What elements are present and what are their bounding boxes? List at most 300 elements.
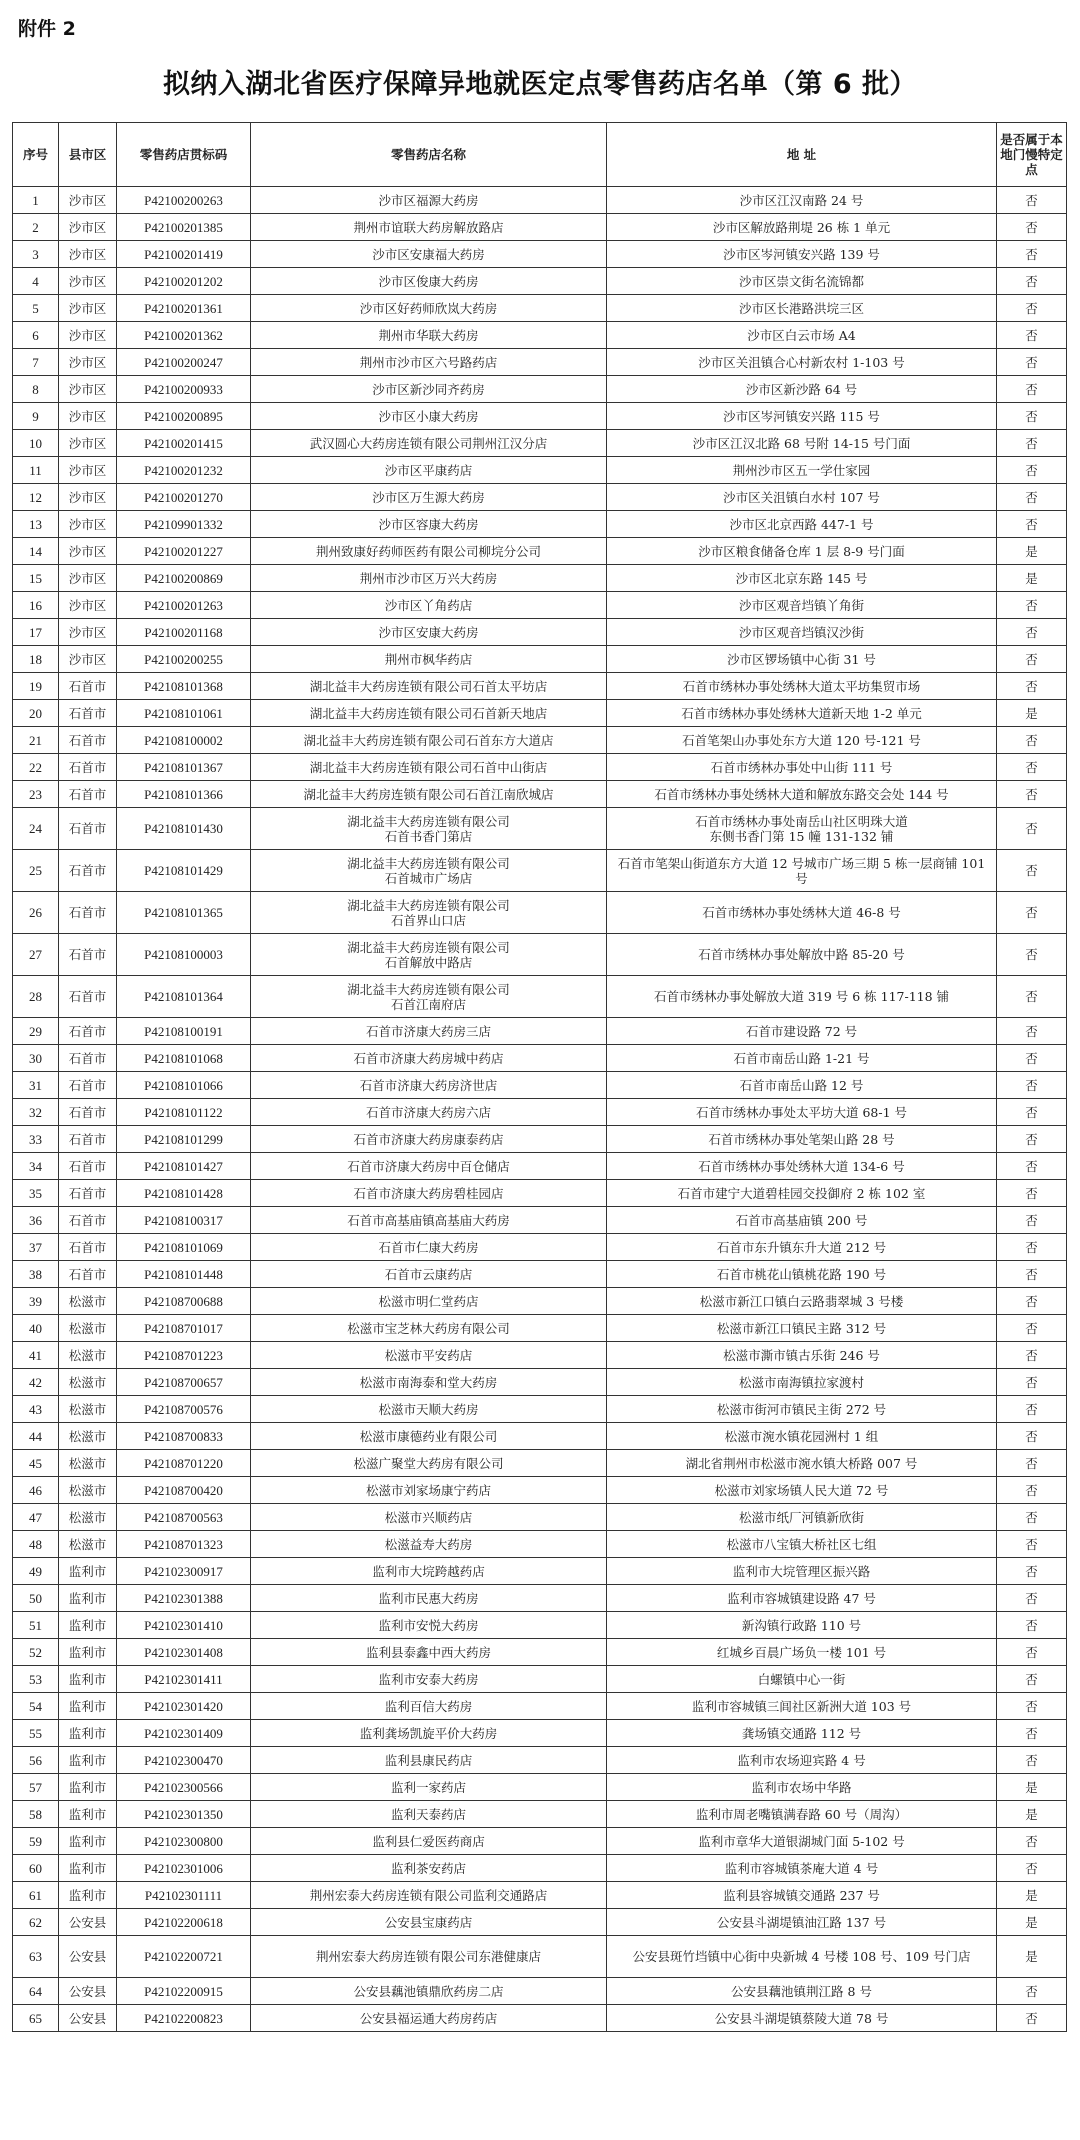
cell-no: 30 — [13, 1045, 59, 1072]
cell-name: 松滋市南海泰和堂大药房 — [251, 1369, 607, 1396]
cell-address: 松滋市涴水镇花园洲村 1 组 — [607, 1423, 997, 1450]
cell-special: 否 — [997, 1099, 1067, 1126]
cell-district: 石首市 — [59, 1180, 117, 1207]
cell-code: P42102300800 — [117, 1828, 251, 1855]
cell-code: P42102301408 — [117, 1639, 251, 1666]
cell-special: 否 — [997, 1261, 1067, 1288]
cell-no: 54 — [13, 1693, 59, 1720]
cell-name: 沙市区安康福大药房 — [251, 241, 607, 268]
cell-name: 监利一家药店 — [251, 1774, 607, 1801]
cell-no: 12 — [13, 484, 59, 511]
cell-code: P42100200869 — [117, 565, 251, 592]
cell-name: 监利市安悦大药房 — [251, 1612, 607, 1639]
table-row — [13, 1477, 1067, 1504]
cell-name: 监利天泰药店 — [251, 1801, 607, 1828]
cell-name: 石首市仁康大药房 — [251, 1234, 607, 1261]
cell-name: 湖北益丰大药房连锁有限公司石首江南欣城店 — [251, 781, 607, 808]
cell-special: 否 — [997, 457, 1067, 484]
cell-district: 监利市 — [59, 1774, 117, 1801]
cell-no: 28 — [13, 976, 59, 1018]
cell-special: 是 — [997, 1882, 1067, 1909]
table-row — [13, 1045, 1067, 1072]
cell-name: 沙市区好药师欣岚大药房 — [251, 295, 607, 322]
cell-name: 公安县藕池镇鼎欣药房二店 — [251, 1978, 607, 2005]
cell-code: P42102301410 — [117, 1612, 251, 1639]
cell-district: 松滋市 — [59, 1369, 117, 1396]
cell-code: P42108101428 — [117, 1180, 251, 1207]
table-row — [13, 1180, 1067, 1207]
cell-district: 松滋市 — [59, 1288, 117, 1315]
cell-code: P42108101365 — [117, 892, 251, 934]
table-row — [13, 850, 1067, 892]
cell-code: P42100201263 — [117, 592, 251, 619]
cell-district: 公安县 — [59, 2005, 117, 2032]
table-row — [13, 1978, 1067, 2005]
cell-address: 公安县斗湖堤镇油江路 137 号 — [607, 1909, 997, 1936]
cell-address: 监利市容城镇三闾社区新洲大道 103 号 — [607, 1693, 997, 1720]
cell-address: 石首市高基庙镇 200 号 — [607, 1207, 997, 1234]
cell-name: 石首市济康大药房三店 — [251, 1018, 607, 1045]
cell-address: 石首市绣林办事处解放大道 319 号 6 栋 117-118 铺 — [607, 976, 997, 1018]
cell-name: 沙市区安康大药房 — [251, 619, 607, 646]
table-row — [13, 187, 1067, 214]
table-row — [13, 538, 1067, 565]
cell-code: P42108100317 — [117, 1207, 251, 1234]
cell-no: 16 — [13, 592, 59, 619]
cell-district: 监利市 — [59, 1558, 117, 1585]
cell-special: 否 — [997, 214, 1067, 241]
cell-district: 监利市 — [59, 1720, 117, 1747]
cell-special: 否 — [997, 322, 1067, 349]
cell-no: 41 — [13, 1342, 59, 1369]
cell-special: 否 — [997, 268, 1067, 295]
cell-address: 石首市绣林办事处绣林大道 134-6 号 — [607, 1153, 997, 1180]
cell-name: 武汉圆心大药房连锁有限公司荆州江汉分店 — [251, 430, 607, 457]
cell-district: 沙市区 — [59, 646, 117, 673]
cell-name: 石首市济康大药房城中药店 — [251, 1045, 607, 1072]
table-row — [13, 646, 1067, 673]
table-row — [13, 1423, 1067, 1450]
cell-district: 石首市 — [59, 727, 117, 754]
cell-name: 监利龚场凯旋平价大药房 — [251, 1720, 607, 1747]
table-row — [13, 1801, 1067, 1828]
cell-district: 石首市 — [59, 1045, 117, 1072]
cell-name: 公安县宝康药店 — [251, 1909, 607, 1936]
cell-no: 23 — [13, 781, 59, 808]
cell-no: 20 — [13, 700, 59, 727]
cell-district: 沙市区 — [59, 241, 117, 268]
cell-code: P42108701017 — [117, 1315, 251, 1342]
cell-address: 新沟镇行政路 110 号 — [607, 1612, 997, 1639]
cell-name: 松滋市兴顺药店 — [251, 1504, 607, 1531]
cell-name: 湖北益丰大药房连锁有限公司 石首解放中路店 — [251, 934, 607, 976]
cell-no: 62 — [13, 1909, 59, 1936]
cell-district: 石首市 — [59, 781, 117, 808]
cell-name: 监利县康民药店 — [251, 1747, 607, 1774]
cell-code: P42108101299 — [117, 1126, 251, 1153]
cell-code: P42108700420 — [117, 1477, 251, 1504]
cell-no: 57 — [13, 1774, 59, 1801]
cell-district: 石首市 — [59, 808, 117, 850]
cell-no: 58 — [13, 1801, 59, 1828]
cell-address: 石首市桃花山镇桃花路 190 号 — [607, 1261, 997, 1288]
cell-no: 19 — [13, 673, 59, 700]
cell-district: 监利市 — [59, 1882, 117, 1909]
cell-no: 29 — [13, 1018, 59, 1045]
cell-district: 监利市 — [59, 1639, 117, 1666]
table-row — [13, 1585, 1067, 1612]
header-address: 地 址 — [607, 123, 997, 187]
cell-address: 松滋市街河市镇民主街 272 号 — [607, 1396, 997, 1423]
cell-address: 监利市章华大道银湖城门面 5-102 号 — [607, 1828, 997, 1855]
cell-special: 否 — [997, 1639, 1067, 1666]
cell-name: 松滋市宝芝林大药房有限公司 — [251, 1315, 607, 1342]
cell-district: 石首市 — [59, 1234, 117, 1261]
cell-special: 否 — [997, 241, 1067, 268]
cell-no: 1 — [13, 187, 59, 214]
attachment-label: 附件 2 — [18, 18, 76, 40]
cell-name: 监利市安泰大药房 — [251, 1666, 607, 1693]
cell-code: P42109901332 — [117, 511, 251, 538]
cell-district: 沙市区 — [59, 268, 117, 295]
cell-special: 否 — [997, 1747, 1067, 1774]
header-code: 零售药店贯标码 — [117, 123, 251, 187]
cell-district: 沙市区 — [59, 376, 117, 403]
cell-name: 监利百信大药房 — [251, 1693, 607, 1720]
table-row — [13, 1261, 1067, 1288]
cell-district: 石首市 — [59, 892, 117, 934]
cell-address: 石首市绣林办事处太平坊大道 68-1 号 — [607, 1099, 997, 1126]
cell-district: 石首市 — [59, 673, 117, 700]
cell-special: 否 — [997, 1153, 1067, 1180]
table-row — [13, 2005, 1067, 2032]
table-header-row — [13, 123, 1067, 187]
cell-address: 石首市绣林办事处绣林大道新天地 1-2 单元 — [607, 700, 997, 727]
cell-no: 11 — [13, 457, 59, 484]
table-row — [13, 1396, 1067, 1423]
cell-special: 否 — [997, 1720, 1067, 1747]
cell-address: 石首市东升镇东升大道 212 号 — [607, 1234, 997, 1261]
cell-district: 监利市 — [59, 1612, 117, 1639]
cell-code: P42102301409 — [117, 1720, 251, 1747]
table-row — [13, 1909, 1067, 1936]
cell-special: 否 — [997, 1855, 1067, 1882]
cell-address: 监利市大垸管理区振兴路 — [607, 1558, 997, 1585]
cell-district: 石首市 — [59, 1126, 117, 1153]
cell-name: 石首市云康药店 — [251, 1261, 607, 1288]
cell-address: 松滋市南海镇拉家渡村 — [607, 1369, 997, 1396]
cell-code: P42100201419 — [117, 241, 251, 268]
cell-special: 否 — [997, 1423, 1067, 1450]
table-row — [13, 1018, 1067, 1045]
cell-district: 松滋市 — [59, 1504, 117, 1531]
cell-address: 石首市笔架山街道东方大道 12 号城市广场三期 5 栋一层商铺 101 号 — [607, 850, 997, 892]
cell-no: 51 — [13, 1612, 59, 1639]
table-row — [13, 457, 1067, 484]
header-name: 零售药店名称 — [251, 123, 607, 187]
cell-special: 否 — [997, 673, 1067, 700]
cell-special: 否 — [997, 934, 1067, 976]
cell-code: P42108101427 — [117, 1153, 251, 1180]
cell-name: 监利县仁爱医药商店 — [251, 1828, 607, 1855]
cell-code: P42102301350 — [117, 1801, 251, 1828]
cell-no: 14 — [13, 538, 59, 565]
cell-special: 否 — [997, 187, 1067, 214]
cell-code: P42108101122 — [117, 1099, 251, 1126]
cell-district: 石首市 — [59, 1207, 117, 1234]
table-row — [13, 934, 1067, 976]
cell-special: 否 — [997, 1018, 1067, 1045]
cell-special: 否 — [997, 1531, 1067, 1558]
cell-special: 是 — [997, 1774, 1067, 1801]
header-no: 序号 — [13, 123, 59, 187]
cell-district: 松滋市 — [59, 1450, 117, 1477]
cell-special: 否 — [997, 1504, 1067, 1531]
cell-address: 沙市区崇文街名流锦都 — [607, 268, 997, 295]
cell-special: 否 — [997, 1612, 1067, 1639]
page-title: 拟纳入湖北省医疗保障异地就医定点零售药店名单（第 6 批） — [162, 69, 918, 100]
cell-special: 是 — [997, 1801, 1067, 1828]
cell-address: 沙市区江汉南路 24 号 — [607, 187, 997, 214]
cell-name: 沙市区万生源大药房 — [251, 484, 607, 511]
table-row — [13, 214, 1067, 241]
cell-no: 15 — [13, 565, 59, 592]
cell-special: 否 — [997, 850, 1067, 892]
cell-district: 沙市区 — [59, 295, 117, 322]
cell-address: 红城乡百晨广场负一楼 101 号 — [607, 1639, 997, 1666]
cell-address: 监利市农场迎宾路 4 号 — [607, 1747, 997, 1774]
cell-special: 否 — [997, 1693, 1067, 1720]
cell-no: 22 — [13, 754, 59, 781]
cell-name: 沙市区小康大药房 — [251, 403, 607, 430]
cell-no: 47 — [13, 1504, 59, 1531]
cell-name: 湖北益丰大药房连锁有限公司石首太平坊店 — [251, 673, 607, 700]
cell-no: 6 — [13, 322, 59, 349]
cell-address: 松滋市纸厂河镇新欣街 — [607, 1504, 997, 1531]
cell-code: P42108701220 — [117, 1450, 251, 1477]
cell-address: 公安县藕池镇荆江路 8 号 — [607, 1978, 997, 2005]
table-row — [13, 754, 1067, 781]
table-row — [13, 1288, 1067, 1315]
table-row — [13, 1369, 1067, 1396]
cell-special: 否 — [997, 1207, 1067, 1234]
cell-address: 沙市区关沮镇白水村 107 号 — [607, 484, 997, 511]
cell-code: P42102200721 — [117, 1936, 251, 1978]
cell-district: 沙市区 — [59, 403, 117, 430]
cell-no: 32 — [13, 1099, 59, 1126]
cell-address: 沙市区观音垱镇汉沙街 — [607, 619, 997, 646]
cell-address: 沙市区关沮镇合心村新农村 1-103 号 — [607, 349, 997, 376]
cell-code: P42102301111 — [117, 1882, 251, 1909]
cell-name: 石首市济康大药房中百仓储店 — [251, 1153, 607, 1180]
cell-district: 沙市区 — [59, 565, 117, 592]
table-row — [13, 511, 1067, 538]
cell-special: 否 — [997, 484, 1067, 511]
cell-name: 石首市济康大药房康泰药店 — [251, 1126, 607, 1153]
cell-name: 监利市大垸跨越药店 — [251, 1558, 607, 1585]
cell-name: 沙市区丫角药店 — [251, 592, 607, 619]
table-row — [13, 403, 1067, 430]
table-row — [13, 1855, 1067, 1882]
cell-address: 沙市区观音垱镇丫角街 — [607, 592, 997, 619]
cell-name: 荆州市沙市区万兴大药房 — [251, 565, 607, 592]
cell-district: 石首市 — [59, 700, 117, 727]
cell-no: 31 — [13, 1072, 59, 1099]
cell-code: P42102300566 — [117, 1774, 251, 1801]
table-row — [13, 268, 1067, 295]
cell-name: 监利市民惠大药房 — [251, 1585, 607, 1612]
cell-code: P42108701323 — [117, 1531, 251, 1558]
cell-district: 石首市 — [59, 976, 117, 1018]
table-row — [13, 1936, 1067, 1978]
cell-district: 松滋市 — [59, 1531, 117, 1558]
cell-name: 荆州宏泰大药房连锁有限公司东港健康店 — [251, 1936, 607, 1978]
cell-name: 湖北益丰大药房连锁有限公司 石首书香门第店 — [251, 808, 607, 850]
cell-special: 否 — [997, 1369, 1067, 1396]
table-row — [13, 484, 1067, 511]
cell-district: 石首市 — [59, 1018, 117, 1045]
cell-special: 否 — [997, 1666, 1067, 1693]
cell-district: 公安县 — [59, 1909, 117, 1936]
cell-code: P42108700833 — [117, 1423, 251, 1450]
cell-special: 否 — [997, 511, 1067, 538]
table-row — [13, 808, 1067, 850]
cell-code: P42100201232 — [117, 457, 251, 484]
cell-address: 沙市区白云市场 A4 — [607, 322, 997, 349]
cell-special: 否 — [997, 1558, 1067, 1585]
cell-address: 监利市容城镇建设路 47 号 — [607, 1585, 997, 1612]
table-row — [13, 1207, 1067, 1234]
table-row — [13, 727, 1067, 754]
cell-special: 否 — [997, 1477, 1067, 1504]
cell-district: 监利市 — [59, 1801, 117, 1828]
cell-no: 49 — [13, 1558, 59, 1585]
cell-code: P42100200895 — [117, 403, 251, 430]
cell-special: 否 — [997, 403, 1067, 430]
cell-special: 否 — [997, 976, 1067, 1018]
cell-address: 松滋市澌市镇古乐街 246 号 — [607, 1342, 997, 1369]
cell-special: 否 — [997, 349, 1067, 376]
table-row — [13, 1828, 1067, 1855]
cell-address: 石首市绣林办事处绣林大道太平坊集贸市场 — [607, 673, 997, 700]
cell-district: 监利市 — [59, 1828, 117, 1855]
cell-no: 50 — [13, 1585, 59, 1612]
header-special: 是否属于本地门慢特定点 — [997, 123, 1067, 187]
cell-name: 沙市区新沙同齐药房 — [251, 376, 607, 403]
cell-code: P42100201202 — [117, 268, 251, 295]
cell-address: 公安县斑竹垱镇中心街中央新城 4 号楼 108 号、109 号门店 — [607, 1936, 997, 1978]
cell-name: 松滋市明仁堂药店 — [251, 1288, 607, 1315]
cell-code: P42108101069 — [117, 1234, 251, 1261]
cell-district: 监利市 — [59, 1747, 117, 1774]
cell-address: 监利市农场中华路 — [607, 1774, 997, 1801]
cell-address: 沙市区长港路洪垸三区 — [607, 295, 997, 322]
cell-district: 石首市 — [59, 1153, 117, 1180]
table-row — [13, 976, 1067, 1018]
cell-code: P42108700576 — [117, 1396, 251, 1423]
table-row — [13, 1693, 1067, 1720]
cell-code: P42108101061 — [117, 700, 251, 727]
cell-code: P42100200933 — [117, 376, 251, 403]
cell-address: 石首市建设路 72 号 — [607, 1018, 997, 1045]
cell-address: 沙市区江汉北路 68 号附 14-15 号门面 — [607, 430, 997, 457]
table-row — [13, 1315, 1067, 1342]
cell-district: 松滋市 — [59, 1342, 117, 1369]
cell-no: 5 — [13, 295, 59, 322]
cell-code: P42102300470 — [117, 1747, 251, 1774]
cell-special: 否 — [997, 1978, 1067, 2005]
cell-special: 否 — [997, 1342, 1067, 1369]
cell-address: 监利市周老嘴镇满春路 60 号（周沟） — [607, 1801, 997, 1828]
cell-special: 是 — [997, 538, 1067, 565]
cell-name: 松滋益寿大药房 — [251, 1531, 607, 1558]
cell-name: 湖北益丰大药房连锁有限公司 石首城市广场店 — [251, 850, 607, 892]
cell-name: 石首市济康大药房六店 — [251, 1099, 607, 1126]
cell-code: P42100201362 — [117, 322, 251, 349]
cell-no: 18 — [13, 646, 59, 673]
cell-no: 42 — [13, 1369, 59, 1396]
cell-name: 沙市区平康药店 — [251, 457, 607, 484]
cell-name: 湖北益丰大药房连锁有限公司 石首界山口店 — [251, 892, 607, 934]
table-row — [13, 1504, 1067, 1531]
table-row — [13, 1234, 1067, 1261]
cell-special: 否 — [997, 1585, 1067, 1612]
cell-name: 荆州市谊联大药房解放路店 — [251, 214, 607, 241]
cell-address: 沙市区锣场镇中心街 31 号 — [607, 646, 997, 673]
cell-district: 沙市区 — [59, 430, 117, 457]
cell-name: 松滋市天顺大药房 — [251, 1396, 607, 1423]
cell-address: 石首市绣林办事处笔架山路 28 号 — [607, 1126, 997, 1153]
cell-district: 监利市 — [59, 1855, 117, 1882]
cell-name: 沙市区福源大药房 — [251, 187, 607, 214]
cell-code: P42102200618 — [117, 1909, 251, 1936]
cell-special: 否 — [997, 1072, 1067, 1099]
cell-code: P42108100191 — [117, 1018, 251, 1045]
cell-district: 石首市 — [59, 1099, 117, 1126]
cell-no: 21 — [13, 727, 59, 754]
cell-name: 松滋市平安药店 — [251, 1342, 607, 1369]
cell-no: 13 — [13, 511, 59, 538]
cell-district: 沙市区 — [59, 592, 117, 619]
cell-address: 监利市容城镇茶庵大道 4 号 — [607, 1855, 997, 1882]
cell-district: 公安县 — [59, 1936, 117, 1978]
cell-district: 石首市 — [59, 1072, 117, 1099]
cell-no: 61 — [13, 1882, 59, 1909]
cell-district: 石首市 — [59, 754, 117, 781]
cell-no: 46 — [13, 1477, 59, 1504]
cell-name: 公安县福运通大药房药店 — [251, 2005, 607, 2032]
cell-special: 否 — [997, 892, 1067, 934]
cell-address: 监利县容城镇交通路 237 号 — [607, 1882, 997, 1909]
cell-no: 2 — [13, 214, 59, 241]
cell-name: 湖北益丰大药房连锁有限公司石首中山街店 — [251, 754, 607, 781]
cell-no: 34 — [13, 1153, 59, 1180]
cell-no: 44 — [13, 1423, 59, 1450]
cell-district: 沙市区 — [59, 484, 117, 511]
cell-address: 石首笔架山办事处东方大道 120 号-121 号 — [607, 727, 997, 754]
cell-code: P42108700688 — [117, 1288, 251, 1315]
cell-code: P42108101068 — [117, 1045, 251, 1072]
cell-code: P42100200263 — [117, 187, 251, 214]
cell-district: 沙市区 — [59, 214, 117, 241]
cell-code: P42108101429 — [117, 850, 251, 892]
cell-address: 石首市绣林办事处解放中路 85-20 号 — [607, 934, 997, 976]
cell-no: 39 — [13, 1288, 59, 1315]
table-row — [13, 565, 1067, 592]
cell-name: 石首市济康大药房济世店 — [251, 1072, 607, 1099]
table-row — [13, 322, 1067, 349]
cell-address: 石首市建宁大道碧桂园交投御府 2 栋 102 室 — [607, 1180, 997, 1207]
